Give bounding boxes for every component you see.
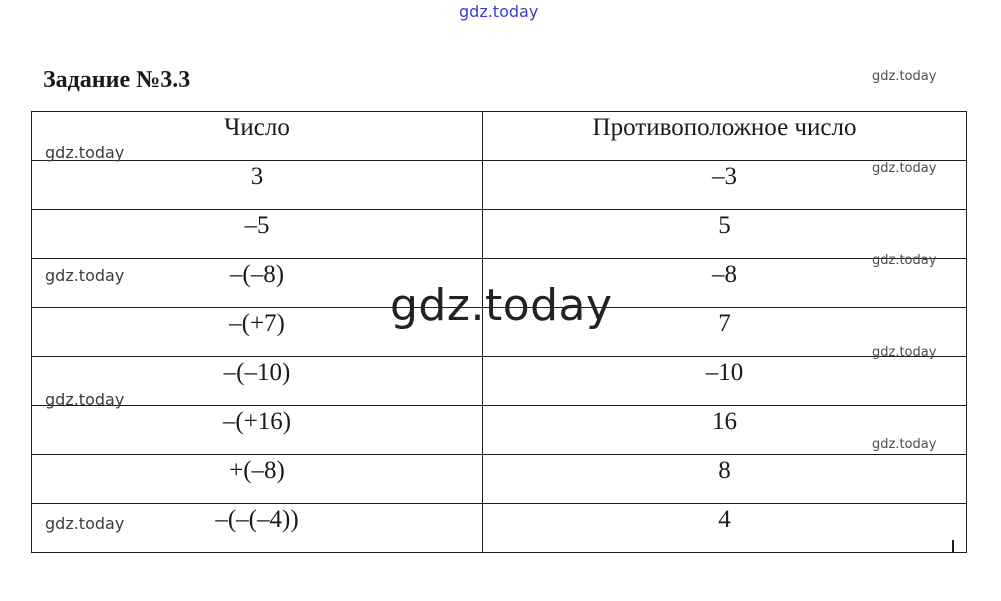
opposite-cell: –10 [483, 357, 967, 406]
watermark: gdz.today [45, 390, 125, 409]
watermark-top: gdz.today [459, 2, 539, 21]
opposite-cell: –8 [483, 259, 967, 308]
table-row [32, 161, 967, 210]
number-cell: –(–(–4)) [32, 504, 483, 553]
number-cell: –(+16) [32, 406, 483, 455]
number-cell: –(–8) [32, 259, 483, 308]
opposite-cell: 8 [483, 455, 967, 504]
corner-mark [952, 540, 954, 552]
header-number: Число [32, 112, 483, 161]
opposite-cell: 5 [483, 210, 967, 259]
opposite-cell: 4 [483, 504, 967, 553]
watermark: gdz.today [872, 161, 937, 176]
table-row [32, 455, 967, 504]
watermark: gdz.today [872, 69, 937, 84]
opposite-cell: –3 [483, 161, 967, 210]
number-cell: –(–10) [32, 357, 483, 406]
watermark: gdz.today [872, 437, 937, 452]
task-heading: Задание №3.3 [43, 67, 191, 93]
watermark: gdz.today [872, 253, 937, 268]
number-cell: +(–8) [32, 455, 483, 504]
table-header-row [32, 112, 967, 161]
watermark: gdz.today [45, 266, 125, 285]
number-cell: –(+7) [32, 308, 483, 357]
opposite-cell: 7 [483, 308, 967, 357]
answer-table [31, 111, 967, 553]
opposite-cell: 16 [483, 406, 967, 455]
watermark: gdz.today [872, 345, 937, 360]
watermark: gdz.today [45, 143, 125, 162]
table-row [32, 357, 967, 406]
watermark: gdz.today [45, 514, 125, 533]
table-row [32, 406, 967, 455]
table-row [32, 504, 967, 553]
header-opposite-number: Противоположное число [483, 112, 967, 161]
watermark-center: gdz.today [390, 280, 613, 331]
number-cell: 3 [32, 161, 483, 210]
table-row [32, 210, 967, 259]
number-cell: –5 [32, 210, 483, 259]
